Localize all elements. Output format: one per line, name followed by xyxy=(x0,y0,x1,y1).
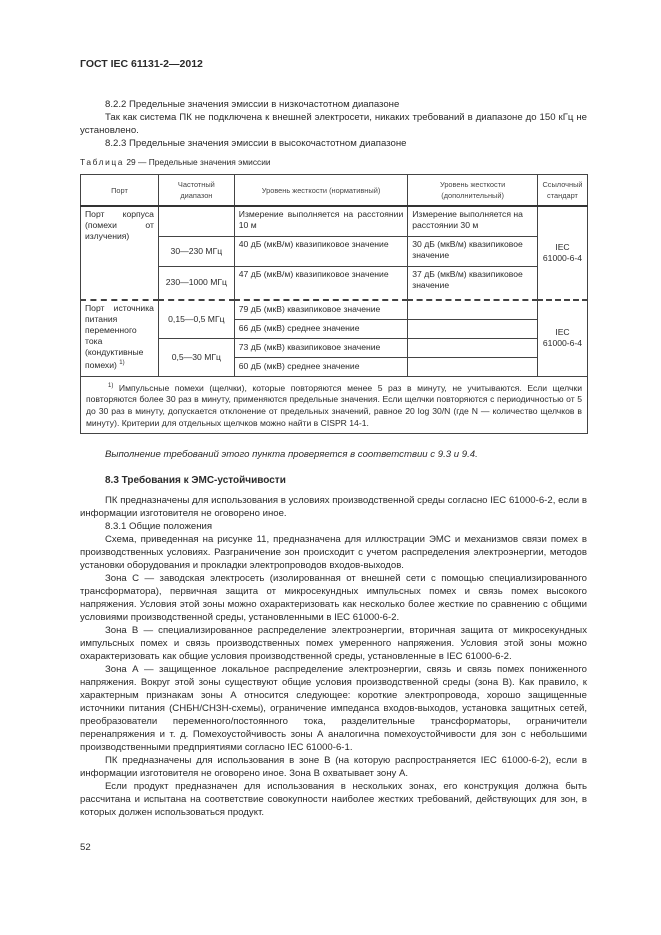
port-label: Порт источника питания переменного тока (кондуктивные помехи) xyxy=(85,303,154,370)
paragraph: ПК предназначены для использования в зоне В (на которую распространяется IEC 61000-6-2), если в информации изготовителя не оговорено иное. Зона В охватывает зону А. xyxy=(80,755,587,779)
freq-cell: 30—230 МГц xyxy=(158,236,234,266)
body-text xyxy=(80,494,587,819)
paragraph-zone-a: Зона А — защищенное локальное распределение электроэнергии, связь и связь помех пониженного напряжения. Вокруг этой зоны существуют общие условия производственной среды (зона В). Как правило, к характерным признакам зоны А относится следующее: короткие электропровода, хорошо защищенные источники питания (СНБН/СНЗН-схемы), ограничение импеданса входов-выходов, установка защитных сетей, преобразователи переменного/постоянного тока, разделительные трансформаторы, ограничители перенапряжения и т. д. Помехоустойчивость зоны А аналогична помехоустойчивости для зон с небольшими производственными предприятиями согласно IEC 61000-6-1. xyxy=(80,664,587,753)
paragraph: Схема, приведенная на рисунке 11, предназначена для иллюстрации ЭМС и механизмов связи помех в производственных условиях. Разграничение зон происходит с учетом распределения электроэнергии, методов установки оборудования и прокладки электропроводов входов-выходов. xyxy=(80,534,587,571)
header-frequency: Частотный диапазон xyxy=(158,175,234,207)
add-cell: 37 дБ (мкВ/м) квазипиковое значение xyxy=(408,266,538,300)
standard-cell: IEC 61000-6-4 xyxy=(537,300,587,376)
emission-limits-table xyxy=(80,174,588,434)
norm-cell: 47 дБ (мкВ/м) квазипиковое значение xyxy=(234,266,407,300)
add-cell: 30 дБ (мкВ/м) квазипиковое значение xyxy=(408,236,538,266)
norm-cell: 60 дБ (мкВ) среднее значение xyxy=(234,357,407,376)
port-enclosure: Порт корпуса (помехи от излучения) xyxy=(81,206,159,300)
section-title: 8.3 Требования к ЭМС-устойчивости xyxy=(105,475,286,486)
table-header-row xyxy=(81,175,588,207)
subsection-8-3-1: 8.3.1 Общие положения xyxy=(105,521,213,532)
paragraph: ПК предназначены для использования в условиях производственной среды согласно IEC 61000-6-2, если в информации изготовителя не оговорено иное. xyxy=(80,495,587,519)
caption-prefix: Таблица xyxy=(80,157,125,167)
header-additional: Уровень жесткости (дополнительный) xyxy=(408,175,538,207)
verification-note: Выполнение требований этого пункта проверяется в соответствии с 9.3 и 9.4. xyxy=(105,449,478,460)
footnote-mark: 1) xyxy=(108,382,114,389)
freq-cell: 230—1000 МГц xyxy=(158,266,234,300)
subsection-8-2-3: 8.2.3 Предельные значения эмиссии в высокочастотном диапазоне xyxy=(105,138,407,149)
norm-cell: 73 дБ (мкВ) квазипиковое значение xyxy=(234,338,407,357)
table-caption xyxy=(80,157,271,167)
table-footnote xyxy=(81,376,588,434)
caption-text: 29 — Предельные значения эмиссии xyxy=(124,157,271,167)
add-cell xyxy=(408,300,538,319)
port-ac-power xyxy=(81,300,159,376)
norm-cell: 40 дБ (мкВ/м) квазипиковое значение xyxy=(234,236,407,266)
paragraph-zone-b: Зона В — специализированное распределение электроэнергии, вторичная защита от микросекундных импульсных помех и связь производственных помех умеренного напряжения. Условия этой зоны можно охарактеризовать как общие условия производственной среды, установленные в IEC 61000-6-2. xyxy=(80,625,587,662)
header-normative: Уровень жесткости (нормативный) xyxy=(234,175,407,207)
norm-cell: 79 дБ (мкВ) квазипиковое значение xyxy=(234,300,407,319)
add-cell xyxy=(408,357,538,376)
footnote-text: Импульсные помехи (щелчки), которые повторяются менее 5 раз в минуту, не учитываются. Если щелчки повторяются более 30 раз в минуту, применяются предельные значения. Если щелчки повторяются с периодичностью от 5 до 30 раз в минуту, допускается отклонение от предельных значений, равное 20 log 30/N (где N — количество щелчков в минуту). Критерии для отдельных щелчков можно найти в CISPR 14-1. xyxy=(86,382,582,429)
header-port: Порт xyxy=(81,175,159,207)
add-cell: Измерение выполняется на расстоянии 30 м xyxy=(408,206,538,236)
freq-cell: 0,5—30 МГц xyxy=(158,338,234,376)
paragraph: Так как система ПК не подключена к внешней электросети, никаких требований в диапазоне до 150 кГц не установлено. xyxy=(80,112,587,136)
norm-cell: Измерение выполняется на расстоянии 10 м xyxy=(234,206,407,236)
header-standard: Ссылочный стандарт xyxy=(537,175,587,207)
document-header: ГОСТ IEC 61131-2—2012 xyxy=(80,58,203,70)
footnote-ref: 1) xyxy=(119,360,125,366)
intro-text xyxy=(80,98,587,150)
add-cell xyxy=(408,338,538,357)
freq-cell xyxy=(158,206,234,236)
standard-cell: IEC 61000-6-4 xyxy=(537,206,587,300)
add-cell xyxy=(408,319,538,338)
freq-cell: 0,15—0,5 МГц xyxy=(158,300,234,338)
footnote-row xyxy=(81,376,588,434)
table-row xyxy=(81,300,588,319)
paragraph-zone-c: Зона С — заводская электросеть (изолированная от внешней сети с помощью специализированного трансформатора), первичная защита от микросекундных импульсных помех и связь помех высокого напряжения. Условия этой зоны можно охарактеризовать как несколько более жесткие по сравнению с общими условиями производственной среды, установленными в IEC 61000-6-2. xyxy=(80,573,587,623)
subsection-8-2-2: 8.2.2 Предельные значения эмиссии в низкочастотном диапазоне xyxy=(105,99,400,110)
paragraph: Если продукт предназначен для использования в нескольких зонах, его конструкция должна быть рассчитана и испытана на соответствие совокупности наиболее жестких требований, действующих для зон, в которых должен использоваться продукт. xyxy=(80,781,587,818)
page-number: 52 xyxy=(80,842,91,853)
table-row xyxy=(81,206,588,236)
norm-cell: 66 дБ (мкВ) среднее значение xyxy=(234,319,407,338)
